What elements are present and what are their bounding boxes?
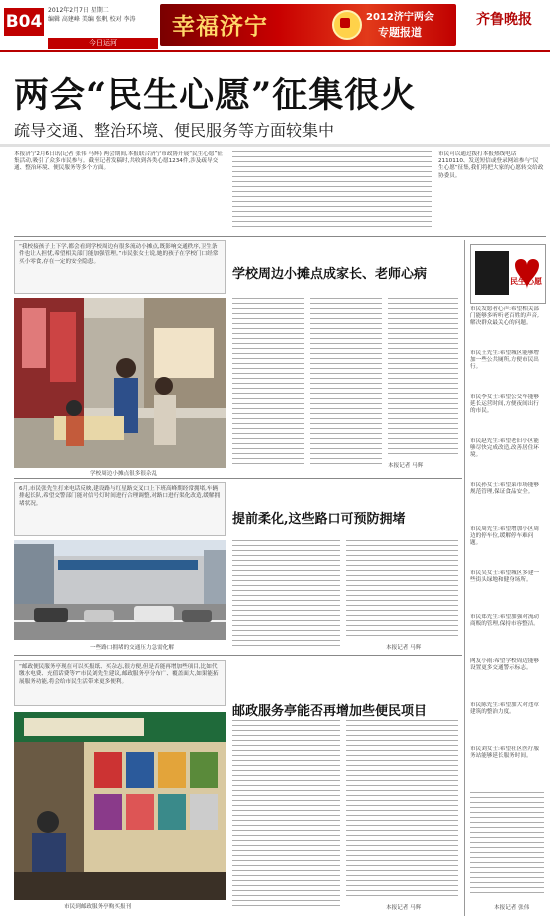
event-subtitle: 专题报道: [378, 26, 422, 39]
article2-col1: [232, 540, 340, 648]
sidebar-body-text: [470, 792, 544, 896]
lede-body-text: [232, 151, 432, 231]
article2-col2: [346, 540, 458, 640]
section-divider-1: [14, 236, 546, 237]
sub-headline: 疏导交通、整治环境、便民服务等方面较集中: [14, 121, 335, 140]
article1-col3: [388, 298, 458, 458]
emblem-center-icon: [340, 18, 350, 28]
newspaper-name: 齐鲁晚报: [476, 12, 532, 28]
sidebar-logo-title: 民生心愿: [510, 277, 542, 286]
issue-meta: [48, 6, 158, 24]
main-headline: 两会“民生心愿”征集很火: [14, 75, 417, 116]
article3-col2: [346, 720, 458, 900]
section-divider-2: [14, 478, 462, 479]
article3-byline: 本报记者 马辉: [386, 905, 422, 911]
article3-callout: “邮政便民服务亭现在可以买报纸、买杂志,很方便,但是否能再增加些项目,比如代缴水电费、充值话费等?”市民刘先生建议,邮政服务亭分布广、覆盖面大,如果能拓展服务功能,将会给市民生活带来更多便利。: [14, 660, 226, 706]
sidebar-item: 网友小雨:希望学校周边能够设置更多交通警示标志。: [470, 658, 540, 672]
sidebar-item: 市民陈先生:希望加大对违章建筑的整治力度。: [470, 702, 540, 716]
article3-title: 邮政服务亭能否再增加些便民项目: [232, 704, 428, 719]
section-tag: 今日运河: [48, 38, 158, 49]
sidebar-item: 市民王先生:希望城区能够增加一些公共厕所,方便市民出行。: [470, 350, 540, 371]
date-line: 2012年2月7日 星期二: [48, 7, 109, 14]
lede-right-paragraph: 市民可以通过拨打本报热线电话2110110、发送短信或登录网站参与“民生心愿”征集,我们将把大家的心愿转交给政协委员。: [438, 151, 544, 179]
event-title: 2012济宁两会: [366, 12, 434, 23]
sidebar-intro: 市民发愿者心声:希望相关部门能够多听听老百姓的声音,解决群众最关心的问题。: [470, 306, 540, 327]
postal-kiosk-photo-icon: [14, 712, 226, 900]
sidebar-logo: [470, 244, 546, 304]
sidebar-item: 市民孙女士:希望菜市场能够规范管理,保证食品安全。: [470, 482, 540, 496]
sidebar-item: 市民吴女士:希望城区多建一些街头绿地和健身场所。: [470, 570, 540, 584]
article1-callout: “我校接孩子上下学,都会看到学校周边有很多流动小摊点,既影响交通秩序,卫生条件也让人担忧,希望相关部门能加强管理。”市民张女士说,她的孩子在学校门口经常买小零食,存在一定的安全隐患。: [14, 240, 226, 294]
article3-photo: [14, 712, 226, 900]
banner-title: 幸福济宁: [172, 13, 268, 40]
sidebar-item: 市民刘女士:希望社区医疗服务站能够延长服务时间。: [470, 746, 540, 760]
lede-paragraph: 本报济宁2月6日讯(记者 张伟 马辉) 两会期间,本报联合济宁市政协开展“民生心愿”征集活动,吸引了众多市民参与。截至记者发稿时,共收到各类心愿1234件,涉及疏导交通、整治环境、便民服务等多个方面。: [14, 151, 223, 172]
page-number: B04: [4, 8, 44, 36]
sidebar-item: 市民周先生:希望增加小区周边的停车位,缓解停车难问题。: [470, 526, 540, 547]
sidebar-item: 市民郑先生:希望加强对流动商贩的管理,保持市容整洁。: [470, 614, 540, 628]
article2-callout: 6月,市民张先生打来电话反映,建设路与红星路交叉口上下班高峰期经常拥堵,车辆排起长队,希望交警部门能对信号灯时间进行合理调整,对路口进行渠化改造,缓解拥堵状况。: [14, 482, 226, 536]
article1-caption: 学校周边小摊点很多很杂乱: [90, 471, 158, 477]
article1-col1: [232, 298, 304, 464]
article1-byline: 本报记者 马辉: [388, 463, 424, 469]
street-vendor-photo-icon: [14, 298, 226, 468]
article2-photo: [14, 540, 226, 640]
article2-byline: 本报记者 马辉: [386, 645, 422, 651]
editor-line: 编辑 高建峰 美编 张帆 校对 李涛: [48, 16, 136, 23]
sidebar-item: 市民李女士:希望公交车能够延长运营时间,方便夜间出行的市民。: [470, 394, 540, 415]
sidebar-byline: 本报记者 张伟: [494, 905, 530, 911]
article1-col2: [310, 298, 382, 464]
article1-title: 学校周边小摊点成家长、老师心病: [232, 267, 428, 282]
headline-divider: [0, 144, 550, 147]
section-divider-3: [14, 655, 462, 656]
heart-logo-icon: [471, 245, 545, 303]
traffic-intersection-photo-icon: [14, 540, 226, 640]
article1-photo: [14, 298, 226, 468]
article2-title: 提前柔化,这些路口可预防拥堵: [232, 512, 406, 527]
article2-caption: 一些路口拥堵的交通压力急需化解: [90, 645, 174, 651]
article3-col1: [232, 720, 340, 910]
article3-caption: 市民到邮政服务亭购买报刊: [64, 904, 132, 910]
sidebar-item: 市民赵先生:希望老旧小区能够尽快完成改造,改善居住环境。: [470, 438, 540, 459]
